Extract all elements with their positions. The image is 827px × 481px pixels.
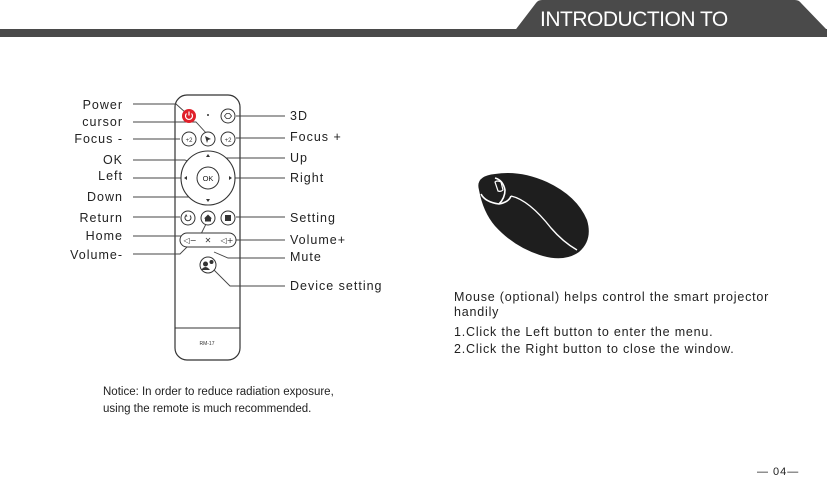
page-number: — 04—: [757, 466, 800, 478]
label-power: Power: [82, 98, 123, 112]
mouse-step-2: 2.Click the Right button to close the window.: [454, 342, 735, 356]
label-focus-minus: Focus -: [74, 132, 123, 146]
svg-text:+2: +2: [224, 138, 232, 144]
mouse-illustration: [465, 168, 595, 263]
svg-text:◁−: ◁−: [183, 236, 197, 245]
label-up: Up: [290, 151, 308, 165]
label-home: Home: [85, 229, 123, 243]
label-right: Right: [290, 171, 325, 185]
mouse-intro-line1: Mouse (optional) helps control the smart projector: [454, 290, 770, 304]
label-volume-plus: Volume+: [290, 233, 346, 247]
power-button-shape: [182, 109, 196, 123]
label-return: Return: [79, 211, 123, 225]
page-title: INTRODUCTION TO REMOTE: [540, 8, 728, 59]
label-3d: 3D: [290, 109, 308, 123]
svg-text:✕: ✕: [204, 236, 212, 245]
label-ok: OK: [102, 153, 123, 167]
return-button-shape: [181, 211, 195, 225]
label-focus-plus: Focus +: [290, 130, 342, 144]
svg-text:◁+: ◁+: [220, 236, 234, 245]
ok-button-text: OK: [202, 174, 214, 183]
notice-line1: Notice: In order to reduce radiation exposure,: [103, 386, 334, 398]
notice-line2: using the remote is much recommended.: [103, 403, 312, 415]
mouse-step-1: 1.Click the Left button to enter the menu.: [454, 325, 714, 339]
label-setting: Setting: [290, 211, 336, 225]
label-mute: Mute: [290, 250, 322, 264]
label-device-setting: Device setting: [290, 279, 383, 293]
remote-model-label: RM-17: [199, 341, 215, 347]
label-volume-minus: Volume-: [70, 248, 123, 262]
svg-text:+2: +2: [185, 138, 193, 144]
label-down: Down: [87, 190, 123, 204]
mouse-intro-line2: handily: [454, 305, 500, 319]
label-left: Left: [98, 169, 123, 183]
device-setting-button-shape: [200, 257, 216, 273]
label-cursor: cursor: [82, 115, 123, 129]
3d-button-shape: [221, 109, 235, 123]
